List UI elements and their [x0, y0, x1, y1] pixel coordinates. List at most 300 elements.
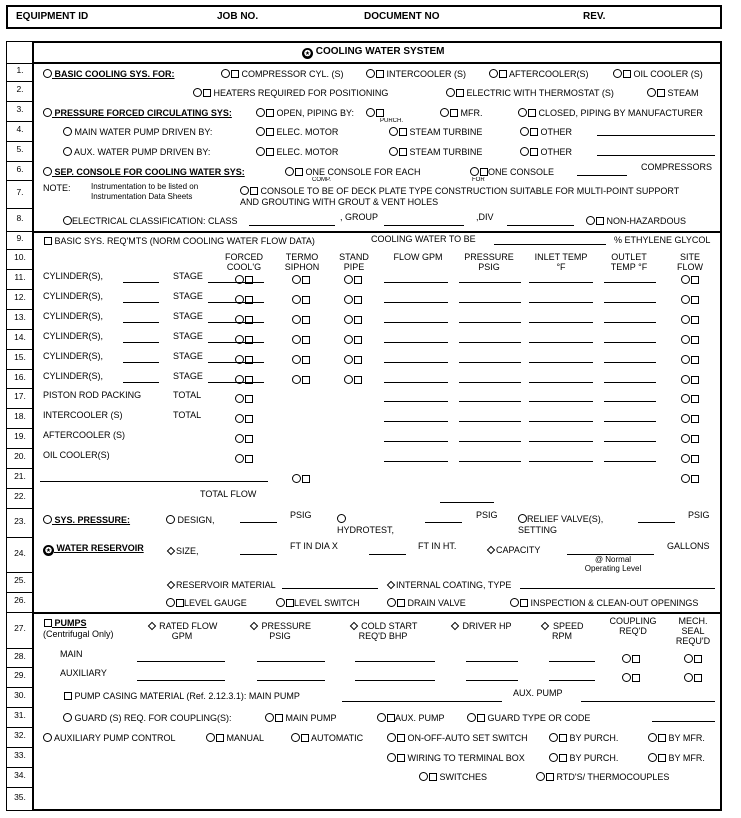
radio-icon[interactable]: [63, 216, 72, 225]
hydrotest-field[interactable]: [425, 522, 462, 523]
guard-main-option[interactable]: MAIN PUMP: [265, 713, 337, 723]
main-other-option[interactable]: OTHER: [520, 127, 572, 137]
radio-icon[interactable]: [681, 315, 690, 324]
radio-icon[interactable]: [681, 295, 690, 304]
flow-field[interactable]: [384, 342, 448, 343]
pump-field[interactable]: [257, 680, 325, 681]
radio-icon[interactable]: [344, 375, 353, 384]
aux-other-option[interactable]: OTHER: [520, 147, 572, 157]
aux-control-label[interactable]: AUXILIARY PUMP CONTROL: [43, 733, 176, 743]
casing-main-field[interactable]: [342, 701, 502, 702]
relief-field[interactable]: [638, 522, 675, 523]
cylinder-field[interactable]: [123, 322, 159, 323]
radio-icon[interactable]: [419, 772, 428, 781]
radio-icon[interactable]: [377, 713, 386, 722]
pressure-field[interactable]: [459, 461, 521, 462]
radio-icon[interactable]: [586, 216, 595, 225]
group-field[interactable]: [384, 225, 464, 226]
intercooler-option[interactable]: INTERCOOLER (S): [366, 69, 466, 79]
inlet-field[interactable]: [529, 322, 593, 323]
electric-thermostat-option[interactable]: ELECTRIC WITH THERMOSTAT (S): [446, 88, 614, 98]
radio-icon[interactable]: [43, 515, 52, 524]
termo-option[interactable]: [292, 275, 310, 285]
site-option[interactable]: [681, 414, 699, 424]
flow-field[interactable]: [384, 441, 448, 442]
pressure-field[interactable]: [459, 342, 521, 343]
relief-valve-option[interactable]: RELIEF VALVE(S),: [518, 514, 603, 524]
radio-icon[interactable]: [366, 69, 375, 78]
radio-icon[interactable]: [63, 127, 72, 136]
radio-icon[interactable]: [235, 375, 244, 384]
on-off-auto-option[interactable]: ON-OFF-AUTO SET SWITCH: [387, 733, 528, 743]
water-reservoir-label[interactable]: ✪ WATER RESERVOIR: [43, 544, 144, 556]
inlet-field[interactable]: [529, 302, 593, 303]
checkbox-icon[interactable]: [546, 773, 554, 781]
switches-option[interactable]: SWITCHES: [419, 772, 487, 782]
inlet-field[interactable]: [529, 461, 593, 462]
forced-option[interactable]: [235, 414, 253, 424]
forced-option[interactable]: [235, 355, 253, 365]
hydrotest-option[interactable]: [337, 514, 346, 524]
mech-seal-option[interactable]: [684, 654, 702, 664]
termo-option[interactable]: [292, 335, 310, 345]
sys-pressure-label[interactable]: SYS. PRESSURE:: [43, 515, 130, 525]
radio-icon[interactable]: [63, 713, 72, 722]
radio-icon[interactable]: [256, 127, 265, 136]
checkbox-icon[interactable]: [295, 168, 303, 176]
radio-icon[interactable]: [206, 733, 215, 742]
checkbox-icon[interactable]: [691, 356, 699, 364]
radio-icon[interactable]: [235, 355, 244, 364]
checkbox-icon[interactable]: [266, 128, 274, 136]
checkbox-icon[interactable]: [250, 187, 258, 195]
flow-field[interactable]: [384, 401, 448, 402]
open-piping-option[interactable]: OPEN, PIPING BY:: [256, 108, 354, 118]
pump-field[interactable]: [466, 661, 518, 662]
radio-icon[interactable]: [549, 733, 558, 742]
pump-field[interactable]: [137, 680, 225, 681]
checkbox-icon[interactable]: [691, 415, 699, 423]
flow-field[interactable]: [384, 282, 448, 283]
total-flow-field[interactable]: [440, 502, 494, 503]
pressure-field[interactable]: [459, 282, 521, 283]
pump-field[interactable]: [355, 680, 435, 681]
checkbox-icon[interactable]: [658, 754, 666, 762]
checkbox-icon[interactable]: [530, 128, 538, 136]
radio-icon[interactable]: [467, 713, 476, 722]
site-option[interactable]: [681, 434, 699, 444]
div-field[interactable]: [507, 225, 574, 226]
radio-icon[interactable]: [344, 295, 353, 304]
checkbox-icon[interactable]: [354, 276, 362, 284]
pressure-field[interactable]: [459, 302, 521, 303]
coupling-option[interactable]: [622, 654, 640, 664]
radio-icon[interactable]: [446, 88, 455, 97]
cylinder-field[interactable]: [123, 382, 159, 383]
radio-icon[interactable]: [235, 275, 244, 284]
flow-field[interactable]: [384, 421, 448, 422]
size-dia-field[interactable]: [240, 554, 277, 555]
checkbox-icon[interactable]: [691, 316, 699, 324]
radio-icon[interactable]: [235, 295, 244, 304]
mech-seal-option[interactable]: [684, 673, 702, 683]
pressure-field[interactable]: [459, 401, 521, 402]
size-ht-field[interactable]: [369, 554, 406, 555]
radio-icon[interactable]: [387, 753, 396, 762]
forced-option[interactable]: [235, 315, 253, 325]
stand-option[interactable]: [344, 295, 362, 305]
steam-option[interactable]: STEAM: [647, 88, 699, 98]
pump-field[interactable]: [466, 680, 518, 681]
cylinder-field[interactable]: [123, 282, 159, 283]
inlet-field[interactable]: [529, 382, 593, 383]
checkbox-icon[interactable]: [354, 316, 362, 324]
manual-option[interactable]: MANUAL: [206, 733, 264, 743]
basic-cooling-label[interactable]: BASIC COOLING SYS. FOR:: [43, 69, 175, 79]
radio-icon[interactable]: [292, 315, 301, 324]
checkbox-icon[interactable]: [245, 395, 253, 403]
checkbox-icon[interactable]: [301, 734, 309, 742]
forced-option[interactable]: [235, 434, 253, 444]
compressors-count-field[interactable]: [577, 175, 627, 176]
forced-option[interactable]: [235, 275, 253, 285]
flow-field[interactable]: [384, 322, 448, 323]
elec-class-field[interactable]: [249, 225, 335, 226]
radio-icon[interactable]: [389, 147, 398, 156]
radio-icon[interactable]: [681, 394, 690, 403]
checkbox-icon[interactable]: [399, 128, 407, 136]
radio-icon[interactable]: [166, 598, 175, 607]
termo-option[interactable]: [292, 295, 310, 305]
checkbox-icon[interactable]: [450, 109, 458, 117]
termo-option[interactable]: [292, 315, 310, 325]
checkbox-icon[interactable]: [266, 109, 274, 117]
radio-icon[interactable]: [256, 108, 265, 117]
stand-option[interactable]: [344, 315, 362, 325]
outlet-field[interactable]: [604, 322, 656, 323]
radio-icon[interactable]: [235, 394, 244, 403]
termo-option[interactable]: [292, 355, 310, 365]
radio-icon[interactable]: [681, 275, 690, 284]
elec-class-label[interactable]: ELECTRICAL CLASSIFICATION: CLASS: [63, 216, 238, 226]
checkbox-icon[interactable]: [480, 168, 488, 176]
pumps-label[interactable]: PUMPS: [43, 619, 87, 628]
forced-option[interactable]: [235, 335, 253, 345]
flow-field[interactable]: [384, 302, 448, 303]
aux-pump-driven-label[interactable]: AUX. WATER PUMP DRIVEN BY:: [63, 147, 210, 157]
radio-icon[interactable]: [344, 355, 353, 364]
non-hazardous-option[interactable]: NON-HAZARDOUS: [586, 216, 686, 226]
cylinder-field[interactable]: [123, 342, 159, 343]
checkbox-icon[interactable]: [245, 356, 253, 364]
wiring-by-purch-option[interactable]: BY PURCH.: [549, 753, 618, 763]
site-option[interactable]: [681, 335, 699, 345]
checkbox-icon[interactable]: [245, 455, 253, 463]
radio-icon[interactable]: [387, 598, 396, 607]
radio-icon[interactable]: [518, 108, 527, 117]
mfr-option[interactable]: MFR.: [440, 108, 483, 118]
one-console-each-option[interactable]: ONE CONSOLE FOR EACH: [285, 167, 421, 177]
radio-icon[interactable]: [613, 69, 622, 78]
forced-option[interactable]: [235, 375, 253, 385]
radio-icon[interactable]: [43, 733, 52, 742]
checkbox-icon[interactable]: [266, 148, 274, 156]
compressor-cyl-option[interactable]: COMPRESSOR CYL. (S): [221, 69, 344, 79]
checkbox-icon[interactable]: [302, 336, 310, 344]
cylinder-field[interactable]: [123, 362, 159, 363]
checkbox-icon[interactable]: [691, 395, 699, 403]
checkbox-icon[interactable]: [286, 599, 294, 607]
checkbox-icon[interactable]: [302, 276, 310, 284]
outlet-field[interactable]: [604, 282, 656, 283]
checkbox-icon[interactable]: [231, 70, 239, 78]
radio-icon[interactable]: [193, 88, 202, 97]
checkbox-icon[interactable]: [245, 276, 253, 284]
radio-icon[interactable]: [622, 654, 631, 663]
checkbox-icon[interactable]: [691, 475, 699, 483]
radio-icon[interactable]: [681, 454, 690, 463]
radio-icon[interactable]: [43, 69, 52, 78]
radio-icon[interactable]: [387, 733, 396, 742]
radio-icon[interactable]: [681, 414, 690, 423]
checkbox-icon[interactable]: [302, 296, 310, 304]
aftercooler-option[interactable]: AFTERCOOLER(S): [489, 69, 589, 79]
checkbox-icon[interactable]: [302, 475, 310, 483]
site-option[interactable]: [681, 474, 699, 484]
checkbox-icon[interactable]: [596, 217, 604, 225]
checkbox-icon[interactable]: [397, 734, 405, 742]
radio-icon[interactable]: [285, 167, 294, 176]
radio-icon[interactable]: [648, 733, 657, 742]
casing-aux-field[interactable]: [581, 701, 715, 702]
outlet-field[interactable]: [604, 382, 656, 383]
radio-icon[interactable]: [235, 315, 244, 324]
site-option[interactable]: [681, 275, 699, 285]
checkbox-icon[interactable]: [245, 336, 253, 344]
radio-icon[interactable]: [681, 355, 690, 364]
checkbox-icon[interactable]: [376, 70, 384, 78]
checkbox-icon[interactable]: [245, 415, 253, 423]
stand-option[interactable]: [344, 275, 362, 285]
outlet-field[interactable]: [604, 461, 656, 462]
checkbox-icon[interactable]: [245, 296, 253, 304]
radio-icon[interactable]: [647, 88, 656, 97]
stand-option[interactable]: [344, 335, 362, 345]
radio-icon[interactable]: [235, 454, 244, 463]
radio-icon[interactable]: [292, 335, 301, 344]
stand-option[interactable]: [344, 355, 362, 365]
aux-steam-turbine-option[interactable]: STEAM TURBINE: [389, 147, 482, 157]
radio-icon[interactable]: [684, 654, 693, 663]
checkbox-icon[interactable]: [245, 316, 253, 324]
aux-other-field[interactable]: [597, 155, 715, 156]
pressure-field[interactable]: [459, 362, 521, 363]
checkbox-icon[interactable]: [559, 754, 567, 762]
radio-icon[interactable]: [235, 335, 244, 344]
outlet-field[interactable]: [604, 421, 656, 422]
checkbox-icon[interactable]: [691, 296, 699, 304]
radio-icon[interactable]: [292, 474, 301, 483]
radio-icon[interactable]: [292, 375, 301, 384]
outlet-field[interactable]: [604, 362, 656, 363]
main-pump-driven-label[interactable]: MAIN WATER PUMP DRIVEN BY:: [63, 127, 212, 137]
casing-material-label[interactable]: PUMP CASING MATERIAL (Ref. 2.12.3.1): MAIN PUMP: [63, 692, 300, 701]
outlet-field[interactable]: [604, 302, 656, 303]
flow-field[interactable]: [384, 461, 448, 462]
radio-icon[interactable]: [63, 147, 72, 156]
radio-icon[interactable]: [344, 335, 353, 344]
radio-icon[interactable]: [344, 275, 353, 284]
guard-aux-option[interactable]: AUX. PUMP: [377, 713, 445, 723]
radio-icon[interactable]: [235, 414, 244, 423]
radio-icon[interactable]: [292, 275, 301, 284]
pressure-field[interactable]: [459, 382, 521, 383]
checkbox-icon[interactable]: [694, 655, 702, 663]
main-steam-turbine-option[interactable]: STEAM TURBINE: [389, 127, 482, 137]
checkbox-icon[interactable]: [302, 316, 310, 324]
pressure-field[interactable]: [459, 421, 521, 422]
aux-elec-motor-option[interactable]: ELEC. MOTOR: [256, 147, 338, 157]
inlet-field[interactable]: [529, 441, 593, 442]
flow-field[interactable]: [384, 382, 448, 383]
checkbox-icon[interactable]: [397, 754, 405, 762]
radio-icon[interactable]: [622, 673, 631, 682]
cooling-water-field[interactable]: [494, 244, 606, 245]
flow-field[interactable]: [384, 362, 448, 363]
radio-icon[interactable]: [681, 335, 690, 344]
one-console-for-option[interactable]: ONE CONSOLE: [470, 167, 554, 177]
main-other-field[interactable]: [597, 135, 715, 136]
radio-icon[interactable]: [520, 147, 529, 156]
radio-icon[interactable]: [549, 753, 558, 762]
checkbox-icon[interactable]: [354, 296, 362, 304]
checkbox-icon[interactable]: [499, 70, 507, 78]
radio-icon[interactable]: [389, 127, 398, 136]
misc-field[interactable]: [40, 481, 268, 482]
checkbox-icon[interactable]: [559, 734, 567, 742]
radio-icon[interactable]: [265, 713, 274, 722]
checkbox-icon[interactable]: [657, 89, 665, 97]
wiring-option[interactable]: WIRING TO TERMINAL BOX: [387, 753, 525, 763]
pressure-field[interactable]: [459, 441, 521, 442]
radio-icon[interactable]: [43, 167, 52, 176]
purch-option[interactable]: [366, 108, 384, 118]
main-elec-motor-option[interactable]: ELEC. MOTOR: [256, 127, 338, 137]
pump-field[interactable]: [137, 661, 225, 662]
heaters-option[interactable]: HEATERS REQUIRED FOR POSITIONING: [193, 88, 388, 98]
radio-icon[interactable]: [681, 474, 690, 483]
checkbox-icon[interactable]: [520, 599, 528, 607]
inlet-field[interactable]: [529, 362, 593, 363]
sep-console-label[interactable]: SEP. CONSOLE FOR COOLING WATER SYS:: [43, 167, 245, 177]
checkbox-icon[interactable]: [694, 674, 702, 682]
checkbox-icon[interactable]: [477, 714, 485, 722]
checkbox-icon[interactable]: [658, 734, 666, 742]
guard-type-field[interactable]: [652, 721, 715, 722]
forced-option[interactable]: [235, 454, 253, 464]
radio-icon[interactable]: [166, 515, 175, 524]
checkbox-icon[interactable]: [203, 89, 211, 97]
automatic-option[interactable]: AUTOMATIC: [291, 733, 363, 743]
coupling-option[interactable]: [622, 673, 640, 683]
pump-field[interactable]: [257, 661, 325, 662]
checkbox-icon[interactable]: [530, 148, 538, 156]
stand-option[interactable]: [344, 375, 362, 385]
radio-icon[interactable]: [489, 69, 498, 78]
checkbox-icon[interactable]: [245, 376, 253, 384]
checkbox-icon[interactable]: [691, 455, 699, 463]
radio-icon[interactable]: [256, 147, 265, 156]
radio-icon[interactable]: [221, 69, 230, 78]
checkbox-icon[interactable]: [245, 435, 253, 443]
site-option[interactable]: [681, 375, 699, 385]
radio-icon[interactable]: [235, 434, 244, 443]
guard-label[interactable]: GUARD (S) REQ. FOR COUPLING(S):: [63, 713, 232, 723]
guard-type-option[interactable]: GUARD TYPE OR CODE: [467, 713, 590, 723]
site-option[interactable]: [681, 315, 699, 325]
checkbox-icon[interactable]: [632, 674, 640, 682]
wiring-by-mfr-option[interactable]: BY MFR.: [648, 753, 705, 763]
checkbox-icon[interactable]: [354, 336, 362, 344]
inlet-field[interactable]: [529, 401, 593, 402]
site-option[interactable]: [681, 355, 699, 365]
radio-icon[interactable]: [276, 598, 285, 607]
cylinder-field[interactable]: [123, 302, 159, 303]
on-off-by-purch-option[interactable]: BY PURCH.: [549, 733, 618, 743]
on-off-by-mfr-option[interactable]: BY MFR.: [648, 733, 705, 743]
basic-req-label[interactable]: BASIC SYS. REQ'MTS (NORM COOLING WATER FLOW DATA): [43, 237, 315, 246]
pump-field[interactable]: [549, 661, 595, 662]
termo-option[interactable]: [292, 375, 310, 385]
radio-icon[interactable]: [681, 375, 690, 384]
site-option[interactable]: [681, 394, 699, 404]
design-field[interactable]: [240, 522, 277, 523]
inlet-field[interactable]: [529, 342, 593, 343]
checkbox-icon[interactable]: [354, 356, 362, 364]
radio-icon[interactable]: [520, 127, 529, 136]
radio-icon[interactable]: [510, 598, 519, 607]
checkbox-icon[interactable]: [44, 237, 52, 245]
checkbox-icon[interactable]: [44, 619, 52, 627]
outlet-field[interactable]: [604, 342, 656, 343]
reservoir-material-field[interactable]: [282, 588, 378, 589]
radio-icon[interactable]: [292, 295, 301, 304]
inspection-option[interactable]: INSPECTION & CLEAN-OUT OPENINGS: [510, 598, 698, 608]
checkbox-icon[interactable]: [354, 376, 362, 384]
checkbox-icon[interactable]: [691, 336, 699, 344]
checkbox-icon[interactable]: [275, 714, 283, 722]
pump-field[interactable]: [549, 680, 595, 681]
level-gauge-option[interactable]: LEVEL GAUGE: [166, 598, 247, 608]
checkbox-icon[interactable]: [691, 435, 699, 443]
checkbox-icon[interactable]: [302, 356, 310, 364]
radio-icon[interactable]: [681, 434, 690, 443]
pump-field[interactable]: [355, 661, 435, 662]
inlet-field[interactable]: [529, 421, 593, 422]
drain-valve-option[interactable]: DRAIN VALVE: [387, 598, 466, 608]
radio-icon[interactable]: [536, 772, 545, 781]
site-option[interactable]: [681, 454, 699, 464]
checkbox-icon[interactable]: [691, 276, 699, 284]
oil-cooler-option[interactable]: OIL COOLER (S): [613, 69, 703, 79]
inlet-field[interactable]: [529, 282, 593, 283]
checkbox-icon[interactable]: [528, 109, 536, 117]
checkbox-icon[interactable]: [397, 599, 405, 607]
deck-plate-option[interactable]: CONSOLE TO BE OF DECK PLATE TYPE CONSTRUCTION SUITABLE FOR MULTI-POINT SUPPORT: [240, 186, 679, 196]
radio-icon[interactable]: [337, 514, 346, 523]
radio-icon[interactable]: [240, 186, 249, 195]
outlet-field[interactable]: [604, 401, 656, 402]
